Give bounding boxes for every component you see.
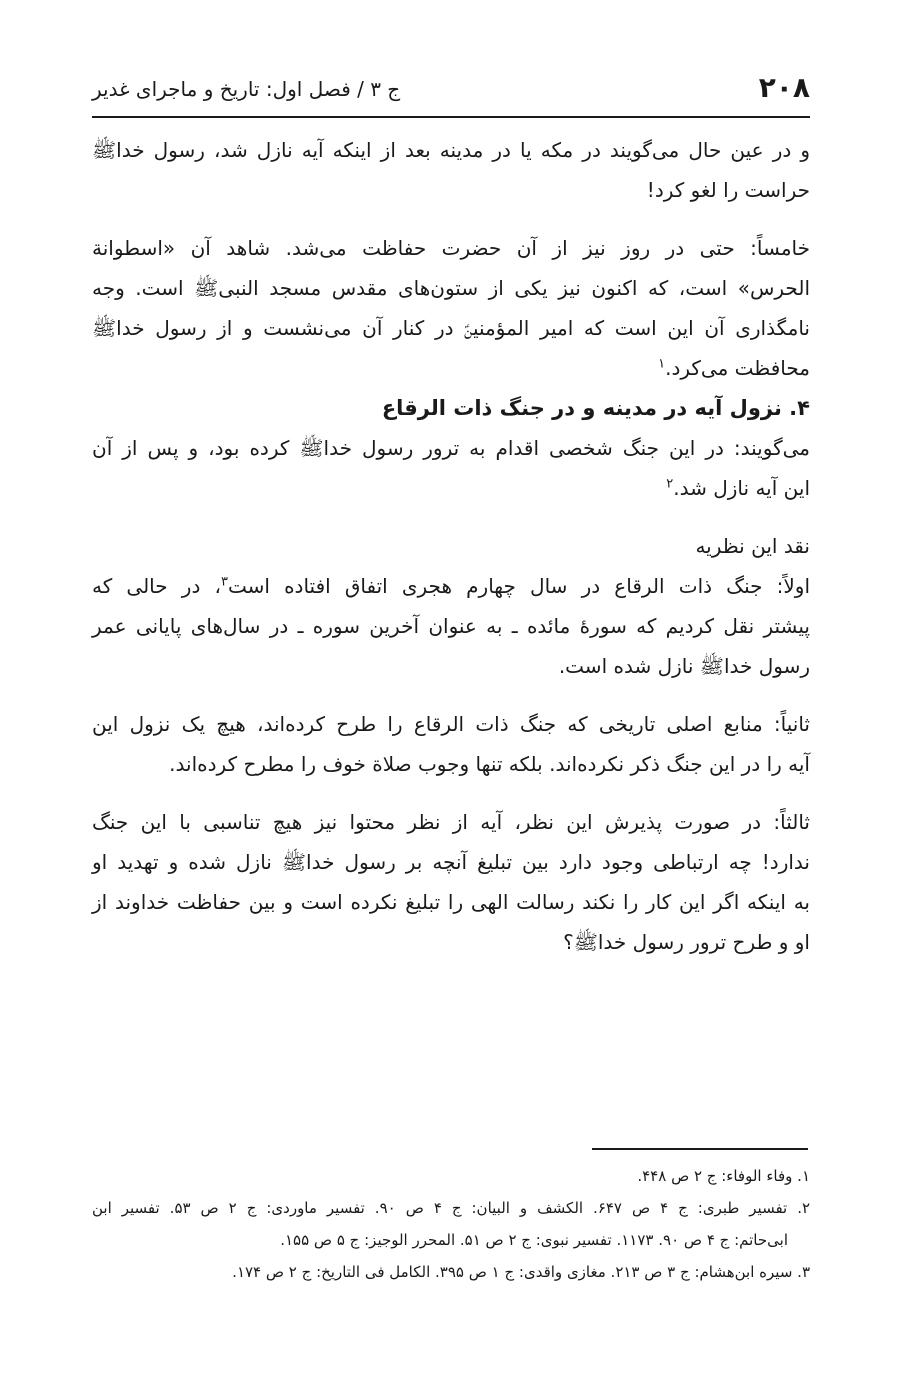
text-fragment: محافظت می‌کرد.: [665, 356, 810, 380]
text-line: ثالثاً: در صورت پذیرش این نظر، آیه از نظر محتوا نیز هیچ تناسبی با این جنگ: [92, 810, 810, 834]
footnote-line: ۱. وفاء الوفاء: ج ۲ ص ۴۴۸.: [637, 1167, 810, 1185]
paragraph-5: [92, 704, 810, 784]
text-line: رسول خداﷺ نازل شده است.: [558, 654, 810, 678]
paragraph-2: [92, 228, 810, 388]
footnote-line: ۲. تفسیر طبری: ج ۴ ص ۶۴۷. الکشف و البیان: ج ۴ ص ۹۰. تفسیر ماوردی: ج ۲ ص ۵۳. تفسیر ابن: [92, 1199, 811, 1217]
footnote-line: ابی‌حاتم: ج ۴ ص ۹۰. ۱۱۷۳. تفسیر نبوی: ج ۲ ص ۵۱. المحرر الوجیز: ج ۵ ص ۱۵۵.: [280, 1231, 788, 1249]
text-line: نامگذاری آن این است که امیر المؤمنینؑ در کنار آن می‌نشست و از رسول خداﷺ: [92, 316, 810, 340]
text-line: ندارد! چه ارتباطی وجود دارد بین تبلیغ آنچه بر رسول خداﷺ نازل شده و تهدید او: [92, 850, 810, 874]
text-line: او و طرح ترور رسول خداﷺ؟: [563, 930, 810, 954]
text-line: ثانیاً: منابع اصلی تاریخی که جنگ ذات الرقاع را طرح کرده‌اند، هیچ یک نزول این: [92, 712, 810, 736]
page-number: ۲۰۸: [758, 71, 810, 104]
paragraph-1: [92, 130, 810, 210]
footnote-1: [92, 1160, 810, 1192]
paragraph-4: [92, 566, 810, 686]
paragraph-6: [92, 802, 810, 962]
critique-title: [92, 526, 810, 566]
paragraph-3: [92, 428, 810, 508]
text-line: می‌گویند: در این جنگ شخصی اقدام به ترور رسول خداﷺ کرده بود، و پس از آن: [92, 436, 810, 460]
section-heading: ۴. نزول آیه در مدینه و در جنگ ذات الرقاع: [381, 396, 810, 420]
footnote-marker: ۳: [220, 574, 228, 590]
footnotes: [92, 1160, 810, 1288]
text-line: به اینکه اگر این کار را نکند رسالت الهی را تبلیغ نکرده است و بین حفاظت خداوند از: [92, 890, 810, 914]
body-text: [92, 130, 810, 962]
text-line: نقد این نظریه: [695, 534, 810, 558]
text-fragment: اولاً: جنگ ذات الرقاع در سال چهارم هجری اتفاق افتاده است: [227, 574, 811, 598]
text-line: و در عین حال می‌گویند در مکه یا در مدینه بعد از اینکه آیه نازل شد، رسول خداﷺ: [92, 138, 810, 162]
text-line: حراست را لغو کرد!: [646, 178, 810, 202]
page-header: [92, 68, 810, 118]
text-line: [92, 468, 810, 508]
footnote-marker: ۱: [658, 356, 666, 372]
text-line: [92, 566, 810, 606]
text-line: آیه را در این جنگ ذکر نکرده‌اند. بلکه تنها وجوب صلاة خوف را مطرح کرده‌اند.: [169, 752, 810, 776]
footnote-3: [92, 1256, 810, 1288]
text-line: [92, 348, 810, 388]
text-line: خامساً: حتی در روز نیز از آن حضرت حفاظت می‌شد. شاهد آن «اسطوانة: [92, 236, 810, 260]
text-line: پیشتر نقل کردیم که سورهٔ مائده ـ به عنوان آخرین سوره ـ در سال‌های پایانی عمر: [92, 614, 810, 638]
footnote-line: ۳. سیره ابن‌هشام: ج ۳ ص ۲۱۳. مغازی واقدی: ج ۱ ص ۳۹۵. الکامل فی التاریخ: ج ۲ ص ۱۷۴.: [232, 1263, 810, 1281]
footnote-2: [92, 1192, 810, 1256]
footnote-marker: ۲: [666, 476, 674, 492]
text-fragment: این آیه نازل شد.: [673, 476, 810, 500]
text-line: الحرس» است، که اکنون نیز یکی از ستون‌های مقدس مسجد النبیﷺ است. وجه: [92, 276, 810, 300]
text-fragment: ، در حالی که: [92, 574, 221, 598]
footnote-divider: [592, 1148, 808, 1150]
running-title: ج ۳ / فصل اول: تاریخ و ماجرای غدیر: [92, 77, 401, 101]
